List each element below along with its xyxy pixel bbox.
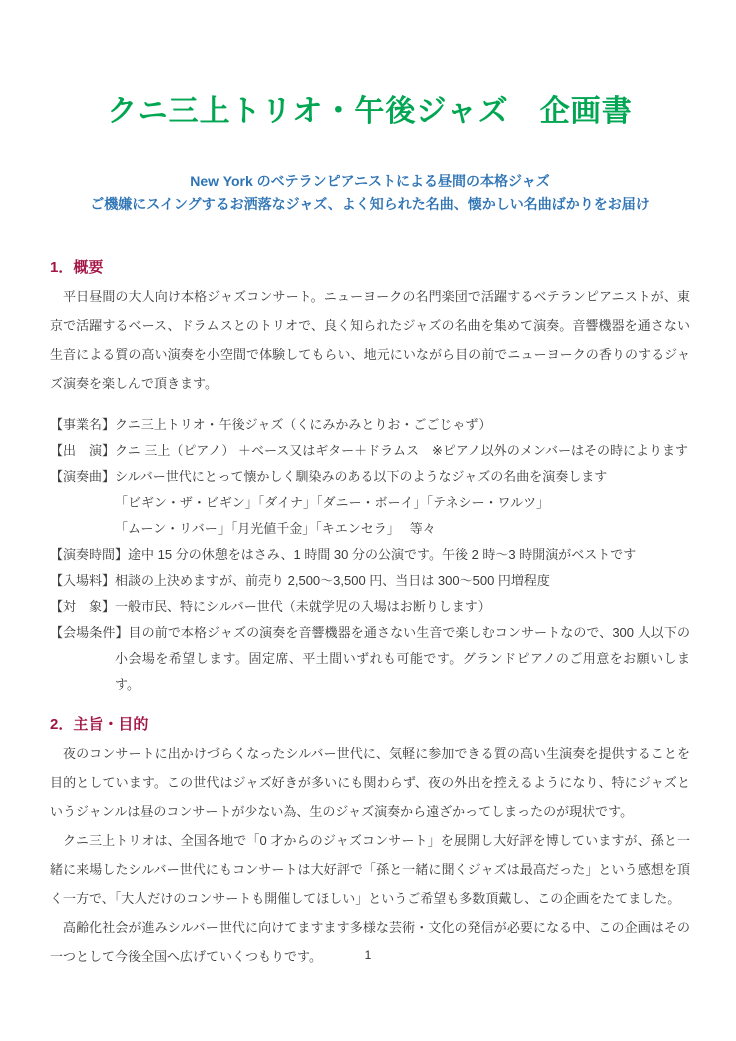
detail-label: 【出 演】 xyxy=(50,443,116,458)
detail-item-song-list-1 xyxy=(50,490,690,516)
document-subtitle xyxy=(50,170,690,216)
detail-value: 「ビギン・ザ・ビギン」「ダイナ」「ダニー・ボーイ」「テネシー・ワルツ」 xyxy=(115,495,550,510)
detail-label: 【会場条件】 xyxy=(50,625,129,640)
section-2-heading: 2．主旨・目的 xyxy=(50,716,149,733)
detail-item-audience xyxy=(50,594,690,620)
detail-value: 一般市民、特にシルバー世代（未就学児の入場はお断りします） xyxy=(115,599,491,614)
detail-item-admission xyxy=(50,568,690,594)
purpose-paragraph-1: 夜のコンサートに出かけづらくなったシルバー世代に、気軽に参加できる質の高い生演奏を提供することを目的としています。この世代はジャズ好きが多いにも関わらず、夜の外出を控えるようになり、特にジャズというジャンルは昼のコンサートが少ない為、生のジャズ演奏から遠ざかってしまったのが現状です。 xyxy=(50,746,690,819)
detail-label: 【演奏時間】 xyxy=(50,547,129,562)
overview-paragraph: 平日昼間の大人向け本格ジャズコンサート。ニューヨークの名門楽団で活躍するベテランピアニストが、東京で活躍するベース、ドラムスとのトリオで、良く知られたジャズの名曲を集めて演奏。音響機器を通さない生音による質の高い演奏を小空間で体験してもらい、地元にいながら目の前でニューヨークの香りのするジャズ演奏を楽しんで頂きます。 xyxy=(50,289,690,391)
detail-label: 【演奏曲】 xyxy=(50,469,116,484)
detail-item-song-list-2 xyxy=(50,516,690,542)
detail-value: 途中 15 分の休憩をはさみ、1 時間 30 分の公演です。午後 2 時～3 時開演がベストです xyxy=(128,547,637,562)
detail-label: 【対 象】 xyxy=(50,599,116,614)
section-1-heading: 1．概要 xyxy=(50,259,104,276)
subtitle-line-2: ご機嫌にスイングするお洒落なジャズ、よく知られた名曲、懐かしい名曲ばかりをお届け xyxy=(90,196,650,212)
event-details-list xyxy=(50,412,690,698)
detail-item-repertoire xyxy=(50,464,690,490)
detail-item-venue-requirements xyxy=(50,620,690,698)
purpose-paragraph-2: クニ三上トリオは、全国各地で「0 才からのジャズコンサート」を展開し大好評を博していますが、孫と一緒に来場したシルバー世代にもコンサートは大好評で「孫と一緒に聞くジャズは最高だった」という感想を頂く一方で、「大人だけのコンサートも開催してほしい」というご希望も多数頂戴し、この企画をたてました。 xyxy=(50,833,690,906)
detail-item-duration xyxy=(50,542,690,568)
detail-label: 【入場料】 xyxy=(50,573,116,588)
detail-value: 「ムーン・リバー」「月光値千金」「キエンセラ」 等々 xyxy=(115,521,436,536)
detail-value: シルバー世代にとって懐かしく馴染みのある以下のようなジャズの名曲を演奏します xyxy=(115,469,608,484)
document-title: クニ三上トリオ・午後ジャズ 企画書 xyxy=(107,95,633,128)
detail-value: 相談の上決めますが、前売り 2,500～3,500 円、当日は 300～500 円増程度 xyxy=(115,573,550,588)
detail-value: 目の前で本格ジャズの演奏を音響機器を通さない生音で楽しむコンサートなので、300 人以下の小会場を希望します。固定席、平土間いずれも可能です。グランドピアノのご用意をお願いします。 xyxy=(115,625,690,692)
detail-value: クニ三上トリオ・午後ジャズ（くにみかみとりお・ごごじゃず） xyxy=(115,417,492,432)
detail-label: 【事業名】 xyxy=(50,417,116,432)
detail-item-project-name xyxy=(50,412,690,438)
subtitle-line-1: New York のベテランピアニストによる昼間の本格ジャズ xyxy=(190,173,550,189)
page-number: 1 xyxy=(364,948,372,962)
detail-item-performers xyxy=(50,438,690,464)
detail-value: クニ 三上（ピアノ） ＋ベース又はギター＋ドラムス ※ピアノ以外のメンバーはその時によります xyxy=(115,443,688,458)
purpose-paragraph-3: 高齢化社会が進みシルバー世代に向けてますます多様な芸術・文化の発信が必要になる中、この企画はその一つとして今後全国へ広げていくつもりです。 xyxy=(50,920,690,964)
